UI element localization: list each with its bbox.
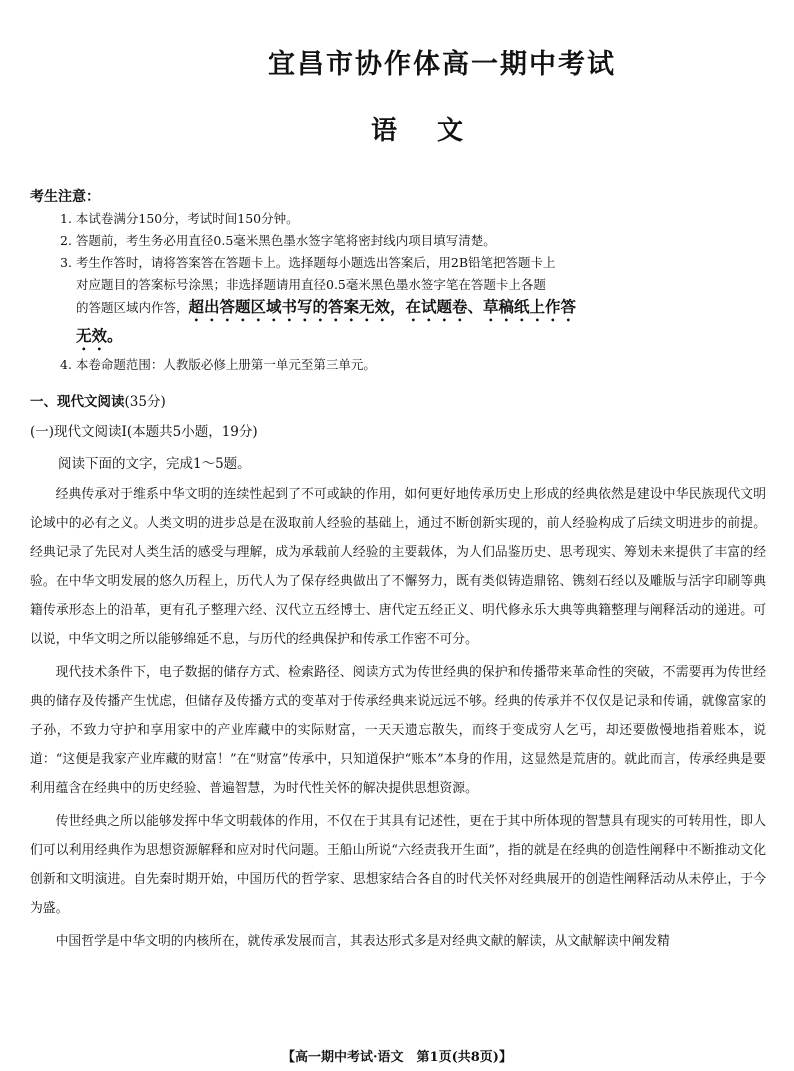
passage-paragraph: 现代技术条件下，电子数据的储存方式、检索路径、阅读方式为传世经典的保护和传播带来革命性的突破，不需要再为传世经典的储存及传播产生忧虑，但储存及传播方式的变革对于传承经典来说远远不够。经典的传承并不仅仅是记录和传诵，就像富家的子孙，不致力守护和享用家中的产业库藏中的实际财富，一天天遗忘散失，而终于变成穷人乞丐，却还要傲慢地指着账本，说道：“这便是我家产业库藏的财富！”在“财富”传承中，只知道保护“账本”本身的作用，这显然是荒唐的。就此而言，传承经典是要利用蕴含在经典中的历史经验、普遍智慧，为时代性关怀的解决提供思想资源。: [30, 665, 766, 796]
notice-item: [60, 252, 640, 354]
page-footer: 【高一期中考试·语文 第1页(共8页)】: [282, 1050, 512, 1065]
notice-emphasis: 无效。: [76, 327, 123, 345]
section-heading: [30, 390, 166, 410]
passage-paragraph: 中国哲学是中华文明的内核所在，就传承发展而言，其表达形式多是对经典文献的解读，从文献解读中阐发精: [55, 934, 670, 949]
notice-item-cont: 对应题目的答案标号涂黑；非选择题请用直径0.5毫米黑色墨水签字笔在答题卡上各题: [76, 277, 546, 292]
passage-paragraph: 经典传承对于维系中华文明的连续性起到了不可或缺的作用，如何更好地传承历史上形成的经典依然是建设中华民族现代文明论域中的必有之义。人类文明的进步总是在汲取前人经验的基础上，通过不断创新实现的，前人经验构成了后续文明进步的前提。经典记录了先民对人类生活的感受与理解，成为承载前人经验的主要载体，为人们品鉴历史、思考现实、筹划未来提供了丰富的经验。在中华文明发展的悠久历程上，历代人为了保存经典做出了不懈努力，既有类似铸造鼎铭、镌刻石经以及雕版与活字印刷等典籍传承形态上的沿革，更有孔子整理六经、汉代立五经博士、唐代定五经正义、明代修永乐大典等典籍整理与阐释活动的递进。可以说，中华文明之所以能够绵延不息，与历代的经典保护和传承工作密不可分。: [30, 487, 766, 647]
section-title: 一、现代文阅读: [30, 394, 125, 410]
subject-title: 语文: [370, 116, 503, 146]
reading-instruction: 阅读下面的文字，完成1～5题。: [58, 456, 251, 472]
reading-passage: [30, 480, 766, 960]
notice-emphasis: 超出答题区域书写的答案无效，在试题卷、草稿纸上作答: [188, 298, 577, 316]
notice-list: [60, 208, 640, 376]
notice-item: 1. 本试卷满分150分，考试时间150分钟。: [60, 211, 299, 226]
notice-item-cont: [60, 325, 640, 354]
notice-item: 2. 答题前，考生务必用直径0.5毫米黑色墨水签字笔将密封线内项目填写清楚。: [60, 233, 496, 248]
notice-heading: 考生注意：: [30, 189, 100, 205]
notice-item-cont: [60, 296, 640, 325]
notice-item: 4. 本卷命题范围：人教版必修上册第一单元至第三单元。: [60, 357, 376, 372]
passage-paragraph: 传世经典之所以能够发挥中华文明载体的作用，不仅在于其具有记述性，更在于其中所体现的智慧具有现实的可转用性，即人们可以利用经典作为思想资源解释和应对时代问题。王船山所说“六经责我开生面”，指的就是在经典的创造性阐释中不断推动文化创新和文明演进。自先秦时期开始，中国历代的哲学家、思想家结合各自的时代关怀对经典展开的创造性阐释活动从未停止，于今为盛。: [30, 814, 766, 916]
notice-item-cont-text: 的答题区域内作答，: [76, 300, 189, 315]
section-score: (35分): [124, 394, 166, 410]
exam-title: 宜昌市协作体高一期中考试: [268, 49, 616, 80]
notice-item-text: 3. 考生作答时，请将答案答在答题卡上。选择题每小题选出答案后，用2B铅笔把答题卡上: [60, 255, 556, 270]
subsection-heading: (一)现代文阅读Ⅰ(本题共5小题，19分): [30, 424, 258, 440]
